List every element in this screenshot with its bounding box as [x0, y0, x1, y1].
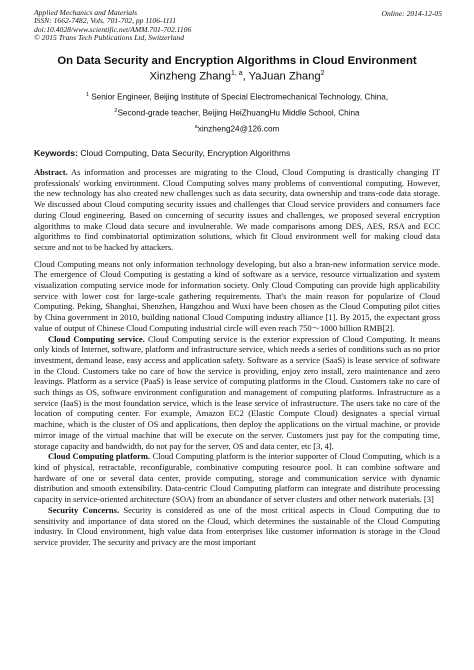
section-paragraph	[34, 334, 440, 452]
affiliation-1	[0, 92, 474, 102]
author-superscript: 1, a	[230, 70, 243, 77]
section-label: Cloud Computing service.	[48, 333, 145, 344]
keywords-line	[34, 148, 290, 158]
author-name: YaJuan Zhang	[248, 70, 321, 83]
doi-line: doi:10.4028/www.scientific.net/AMM.701-702.1106	[34, 24, 192, 34]
abstract-label: Abstract.	[34, 167, 68, 177]
section-text: Cloud Computing service is the exterior expression of Cloud Computing. It means only kinds of Internet, software, platform and infrastructure service, which needs a series of conditions such as no prior investment, demand lease, easy access and application safety. Software as a service (SaaS) is lease service of software in the Cloud. Customers take no care of how the service is providing, enjoy zero install, zero maintenance and zero leavings. Platform as a service (PaaS) is lease service of computing platforms in the Cloud. Customers take no care of such things as OS, software environment configuration and management of computing platforms. Infrastructure as a service (IaaS) is the most foundation service, which is the lease service of infrastructure. The users take no care of the location of computing center. For example, Amazon EC2 (Elastic Compute Cloud) designates a special virtual machine, which is the cluster of OS and applications, then deploy the applications on the virtual machine, or provide mirror image of the virtual machine that will be execute on the server. Customers just pay for the computing time, storage capacity and bandwidth, do not pay for the server, OS and data center, etc [3, 4].	[34, 333, 441, 451]
paper-title: On Data Security and Encryption Algorithms in Cloud Environment	[57, 55, 417, 67]
email-text: xinzheng24@126.com	[197, 124, 280, 134]
author-email	[0, 124, 474, 134]
intro-paragraph: Cloud Computing means not only information technology developing, but also a bran-new information service mode. The emergence of Cloud Computing is gestating a kind of software as a service, resource virtualization and system visualization computing service mode for information society. Only Cloud Computing can provide high applicability service with lower cost for large-scale gathering requirements. That's the main reason for popularize of Cloud Computing. Peking, Shanghai, Shenzhen, Hangzhou and Wuxi have been chosen as the Cloud Computing pilot cities by China government in 2010, building national Cloud Computing industry alliance [1]. By 2015, the expectant gross value of output of Chinese Cloud Computing industrial circle will even reach 750～1000 billion RMB[2].	[34, 258, 440, 333]
keywords-text: Cloud Computing, Data Security, Encryption Algorithms	[77, 148, 291, 158]
author-separator: ,	[242, 70, 249, 83]
online-date: Online: 2014-12-05	[381, 9, 442, 18]
author-superscript: 2	[320, 70, 325, 77]
section-text: Security is considered as one of the most critical aspects in Cloud Computing due to sensitivity and importance of data stored on the Cloud, which determines the sustainable of the Cloud Computing industry. In Cloud environment, high value data from enterprises like customer information is storage in the Cloud service provider. The security and privacy are the most important	[34, 504, 441, 547]
paper-body	[34, 167, 440, 548]
issn-line: ISSN: 1662-7482, Vols. 701-702, pp 1106-1111	[34, 16, 177, 26]
section-text: Cloud Computing platform is the interior supporter of Cloud Computing, which is a kind of physical, retractable, reconfigurable, combinative computing resource pool. It can combine software and hardware of one or several data center, provide computing, storage and communication service with dynamic distribution and smooth extensibility. Data-centric Cloud Computing platform can integrate and distribute processing capacity in service-oriented architecture (SOA) from an abundance of server clusters and other network materials. [3]	[34, 451, 441, 505]
abstract-text: As information and processes are migrating to the Cloud, Cloud Computing is drastically changing IT professionals' working environment. Cloud Computing solves many problems of conventional computing. However, the new technology has also created new challenges such as data security, data ownership and trans-code data storage. We discussed about Cloud computing security issues and challenges that Cloud service providers and consumers face during Cloud engineering. Based on concerning of security issues and challenges, we proposed several encryption algorithms to make Cloud data secure and invulnerable. We made comparisons among DES, AES, RSA and ECC algorithms to find combinatorial optimization solutions, which fit Cloud environment well for making cloud data secure and not to be hacked by attackers.	[34, 167, 440, 252]
affiliation-2	[0, 108, 474, 118]
section-label: Cloud Computing platform.	[48, 451, 151, 462]
affiliation-superscript: 2	[114, 108, 118, 114]
section-paragraph	[34, 451, 440, 505]
copyright-line: © 2015 Trans Tech Publications Ltd, Switzerland	[34, 33, 184, 43]
author-line	[0, 70, 474, 83]
affiliation-superscript: 1	[85, 92, 89, 98]
affiliation-text: Second-grade teacher, Beijing HeiZhuangHu Middle School, China	[117, 108, 360, 118]
journal-name: Applied Mechanics and Materials	[34, 8, 138, 17]
affiliation-text: Senior Engineer, Beijing Institute of Special Electromechanical Technology, China,	[88, 92, 389, 102]
author-name: Xinzheng Zhang	[149, 70, 231, 83]
section-paragraph	[34, 505, 440, 548]
journal-header	[34, 9, 191, 43]
section-label: Security Concerns.	[48, 504, 120, 515]
email-superscript: a	[194, 124, 198, 130]
keywords-label: Keywords:	[34, 148, 78, 158]
abstract-paragraph	[34, 167, 440, 253]
